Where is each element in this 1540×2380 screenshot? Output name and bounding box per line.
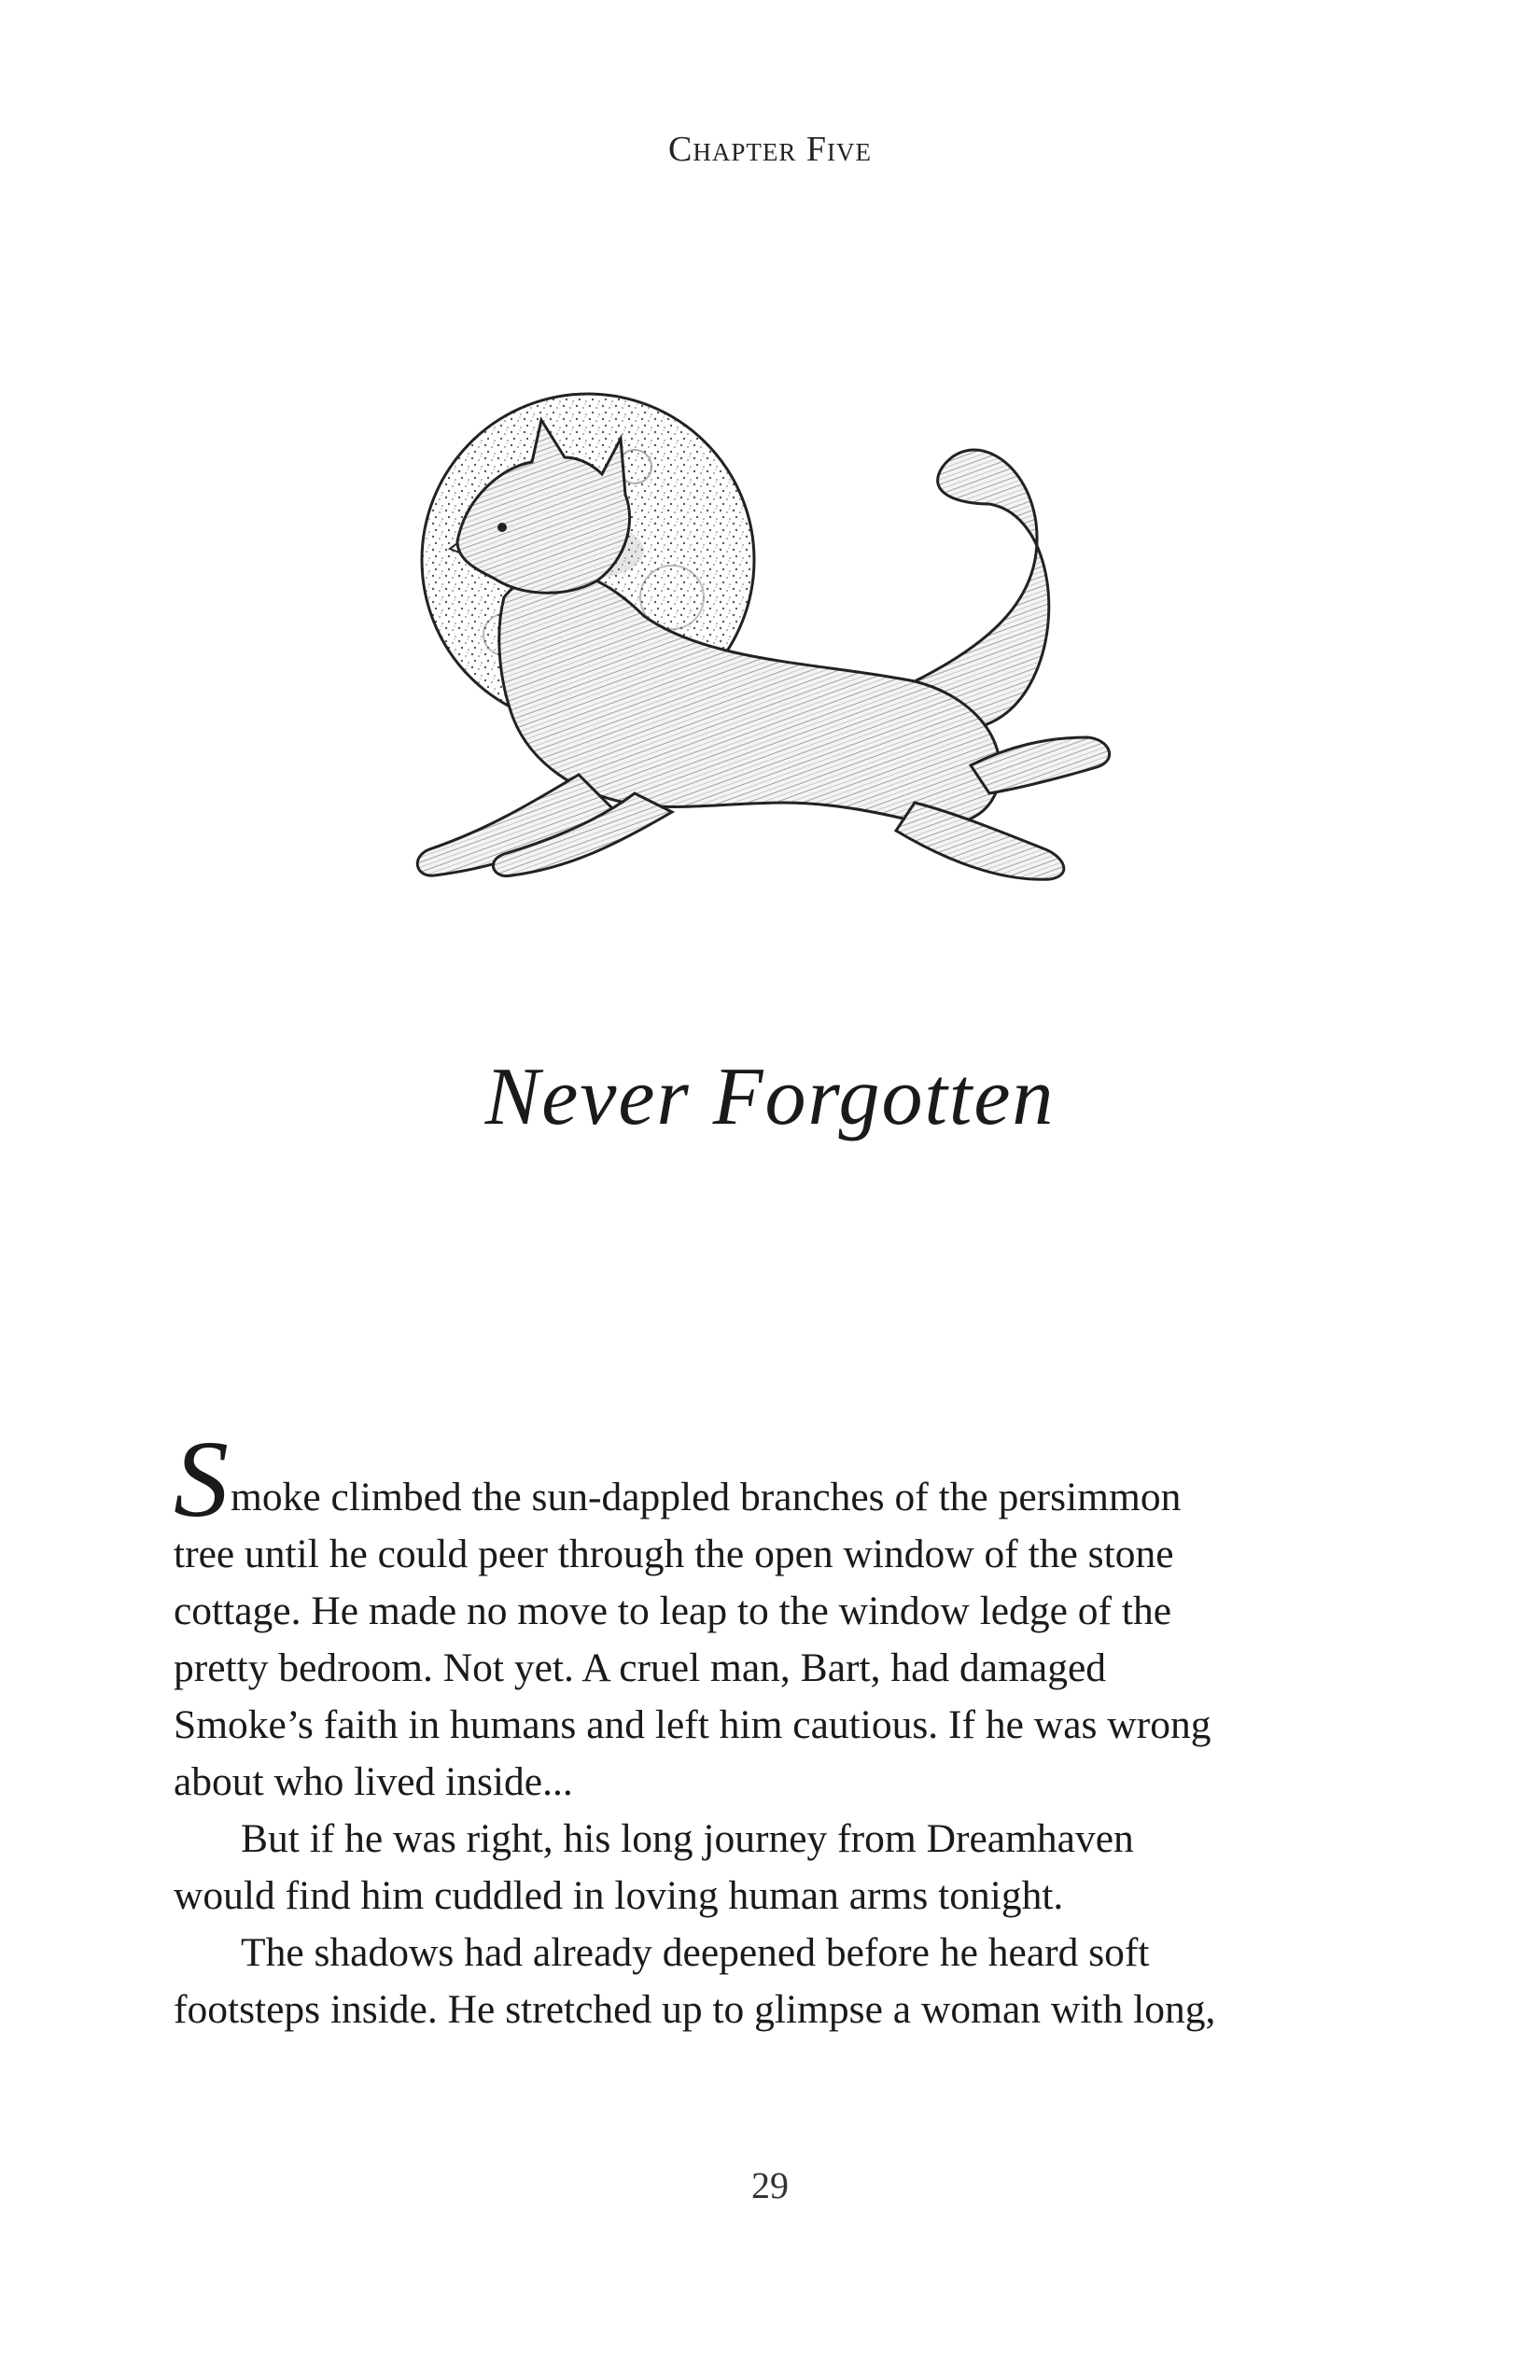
body-text — [174, 1418, 1370, 2038]
text-line: footsteps inside. He stretched up to glimpse a woman with long, — [174, 1987, 1216, 2032]
chapter-label: Chapter Five — [668, 130, 872, 169]
text-line: Smoke’s faith in humans and left him cautious. If he was wrong — [174, 1702, 1211, 1747]
page-number: 29 — [751, 2164, 789, 2206]
text-line: The shadows had already deepened before he heard soft — [241, 1930, 1150, 1975]
text-line: tree until he could peer through the open window of the stone — [174, 1532, 1174, 1576]
cat-leaping-before-moon-icon — [392, 364, 1195, 933]
drop-cap: S — [174, 1418, 229, 1540]
text-line: cottage. He made no move to leap to the window ledge of the — [174, 1589, 1172, 1633]
chapter-title: Never Forgotten — [484, 1052, 1056, 1142]
text-line — [174, 1418, 1370, 1540]
paragraph-1 — [174, 1418, 1370, 1811]
paragraph-2 — [174, 1811, 1370, 1925]
text-line: would find him cuddled in loving human arms tonight. — [174, 1873, 1064, 1918]
text-line: about who lived inside... — [174, 1759, 573, 1804]
text-line: pretty bedroom. Not yet. A cruel man, Bart, had damaged — [174, 1645, 1107, 1690]
paragraph-3 — [174, 1925, 1370, 2038]
text-line: But if he was right, his long journey from Dreamhaven — [241, 1816, 1134, 1861]
text-line-content: moke climbed the sun-dappled branches of the persimmon — [231, 1475, 1182, 1519]
